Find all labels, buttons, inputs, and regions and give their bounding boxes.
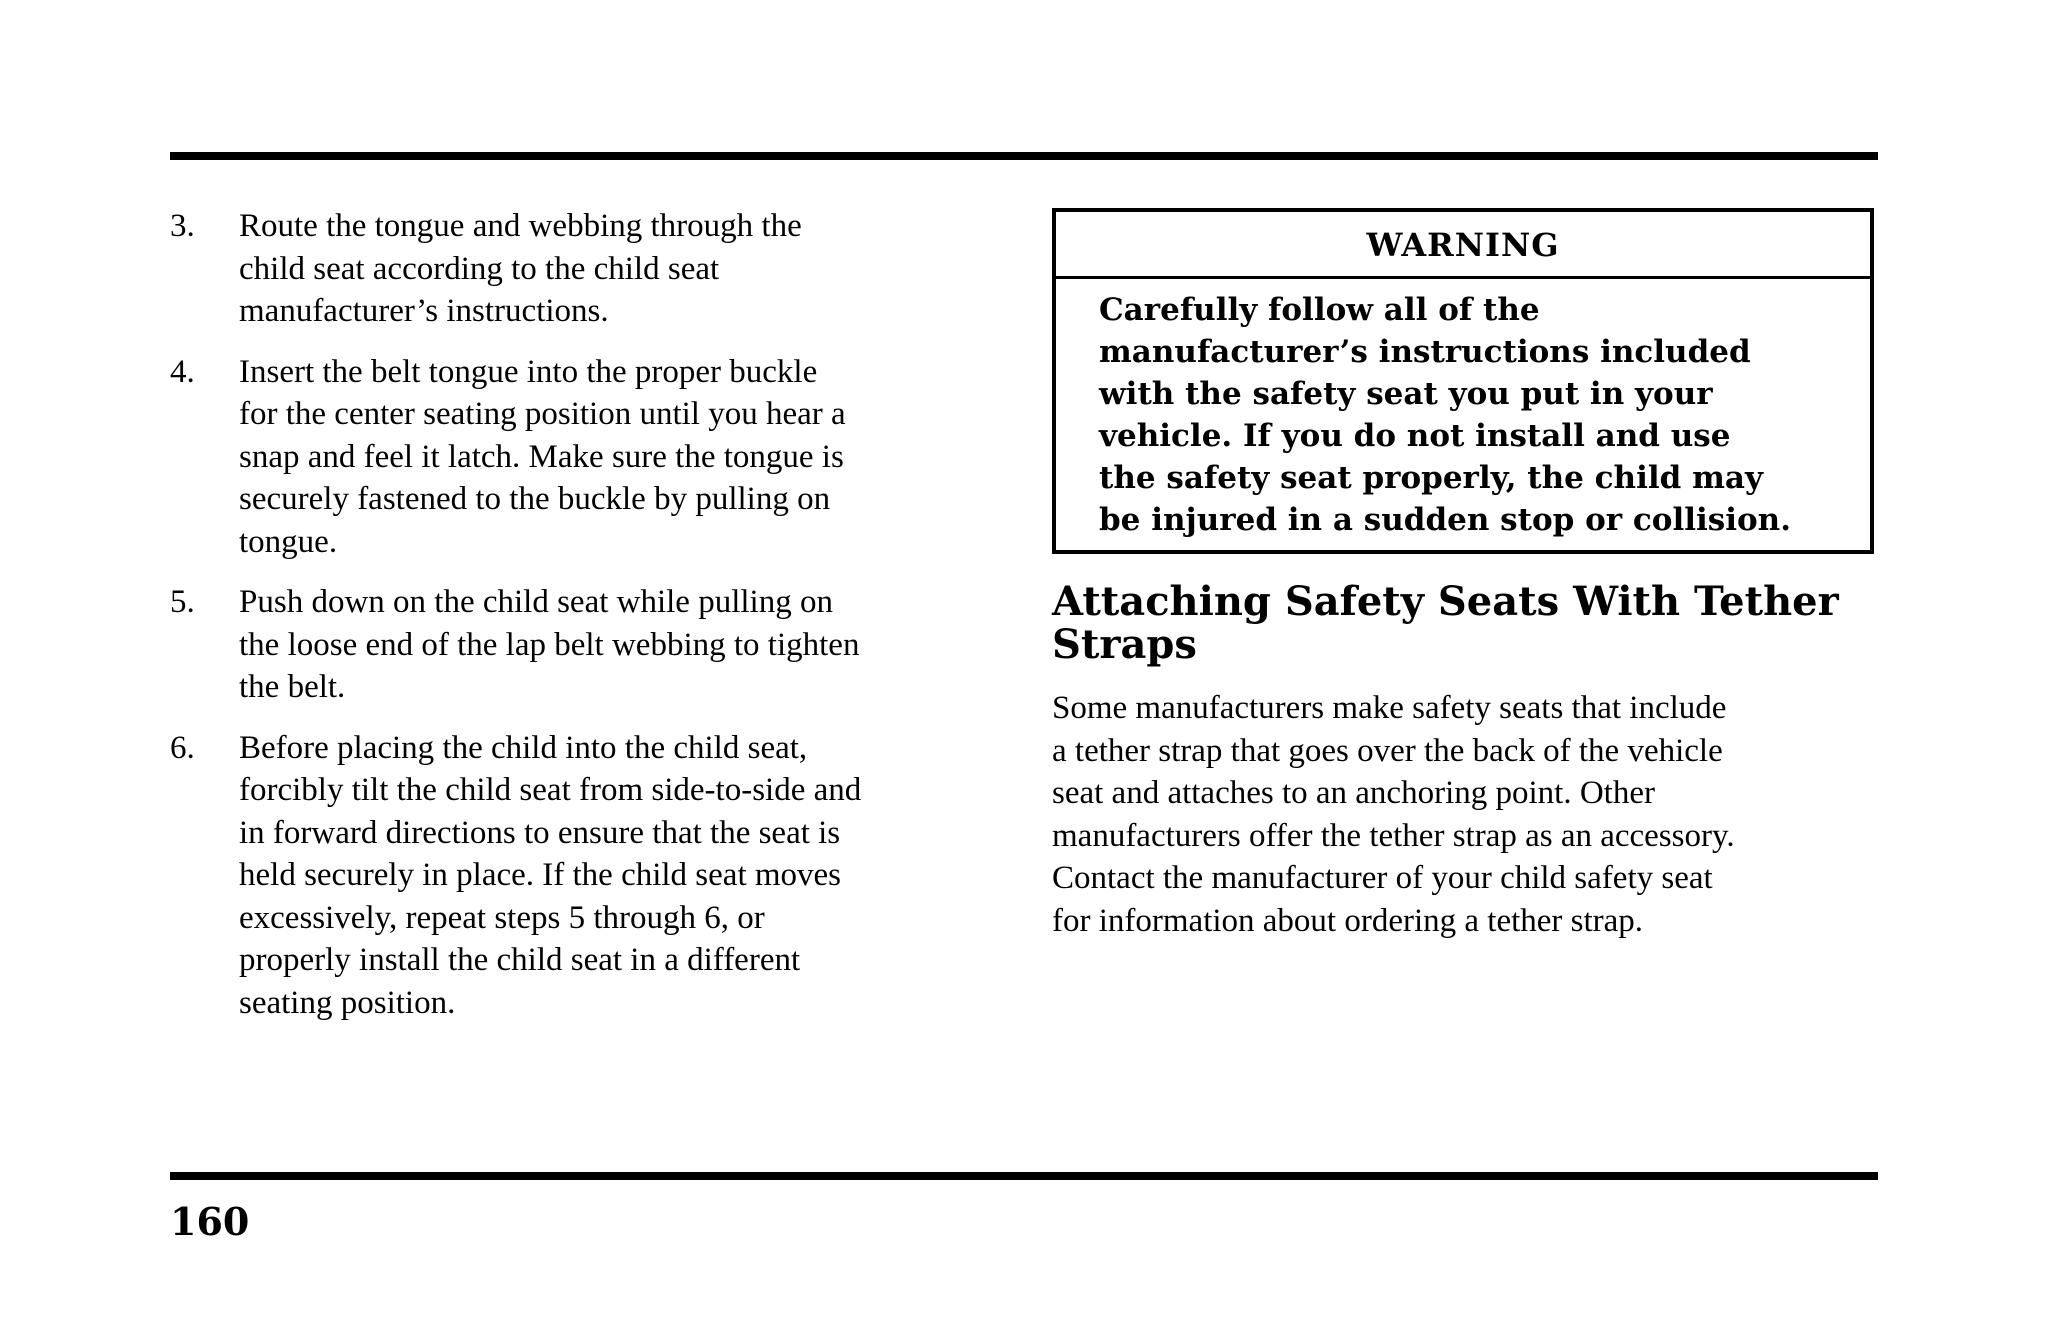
step-text-line: in forward directions to ensure that the seat is — [239, 814, 841, 851]
step-text-line: Route the tongue and webbing through the — [239, 208, 802, 244]
section-body-line: Some manufacturers make safety seats that include — [1052, 690, 1727, 726]
step-text-line: manufacturer’s instructions. — [239, 293, 609, 329]
warning-text-line: manufacturer’s instructions included — [1099, 334, 1751, 370]
step-number: 6. — [170, 729, 195, 766]
warning-box — [1052, 208, 1874, 554]
step-text-line: properly install the child seat in a different — [239, 942, 801, 978]
step-item — [170, 727, 1005, 1025]
step-item — [170, 581, 1005, 709]
warning-text-line: vehicle. If you do not install and use — [1099, 418, 1731, 454]
step-text-line: Before placing the child into the child seat, — [239, 729, 808, 766]
instruction-steps — [170, 205, 1005, 1042]
step-item — [170, 205, 1005, 333]
step-text-line: Insert the belt tongue into the proper buckle — [239, 353, 818, 390]
section-body-line: seat and attaches to an anchoring point. Other — [1052, 775, 1655, 811]
step-text-line: the loose end of the lap belt webbing to tighten — [239, 626, 860, 663]
section-body — [1052, 687, 1882, 942]
step-text-line: seating position. — [239, 984, 456, 1021]
bottom-rule — [170, 1172, 1878, 1180]
section-body-line: a tether strap that goes over the back of the vehicle — [1052, 732, 1723, 769]
top-rule — [170, 152, 1878, 160]
warning-body — [1056, 279, 1870, 541]
step-text-line: the belt. — [239, 669, 346, 705]
step-text-line: excessively, repeat steps 5 through 6, or — [239, 899, 765, 936]
section-heading-line: Straps — [1052, 621, 1197, 668]
warning-text-line: be injured in a sudden stop or collision. — [1099, 502, 1792, 538]
step-text-line: tongue. — [239, 523, 338, 560]
warning-title: WARNING — [1056, 212, 1870, 279]
step-text-line: child seat according to the child seat — [239, 250, 720, 287]
step-text-line: forcibly tilt the child seat from side-to-side and — [239, 772, 862, 808]
section-heading-line: Attaching Safety Seats With Tether — [1052, 578, 1839, 625]
section-body-line: for information about ordering a tether strap. — [1052, 902, 1644, 939]
warning-text-line: with the safety seat you put in your — [1099, 376, 1713, 412]
step-text-line: securely fastened to the buckle by pulling on — [239, 481, 831, 517]
step-item — [170, 351, 1005, 564]
step-text-line: snap and feel it latch. Make sure the tongue is — [239, 438, 844, 475]
warning-text-line: the safety seat properly, the child may — [1099, 460, 1764, 496]
step-number: 5. — [170, 584, 195, 620]
page-number: 160 — [170, 1199, 250, 1244]
step-text-line: held securely in place. If the child seat moves — [239, 857, 842, 893]
step-text-line: for the center seating position until you hear a — [239, 396, 846, 432]
step-number: 3. — [170, 208, 195, 244]
step-number: 4. — [170, 353, 195, 390]
section-body-line: manufacturers offer the tether strap as an accessory. — [1052, 817, 1735, 854]
section-heading — [1052, 580, 1872, 666]
step-text-line: Push down on the child seat while pulling on — [239, 584, 833, 620]
section-body-line: Contact the manufacturer of your child safety seat — [1052, 860, 1713, 896]
warning-text-line: Carefully follow all of the — [1099, 292, 1540, 328]
